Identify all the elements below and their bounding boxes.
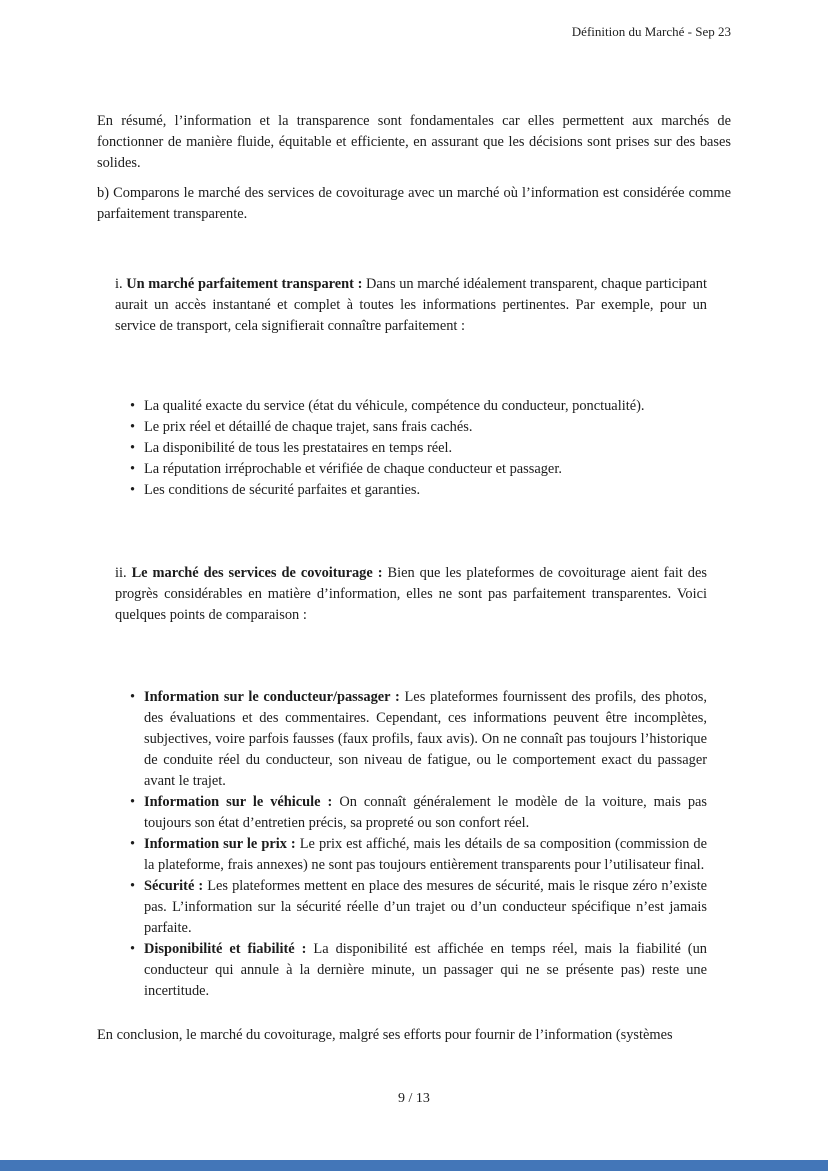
bullet-list-covoiturage (97, 687, 731, 1002)
list-item (144, 834, 707, 876)
list-item (144, 792, 707, 834)
section-heading-bold: Le marché des services de covoiturage : (131, 565, 383, 581)
list-item (144, 687, 707, 792)
section-numeral: ii. (115, 565, 132, 581)
document-content (97, 111, 731, 1046)
list-item (144, 876, 707, 939)
item-label-bold: Disponibilité et fiabilité : (144, 941, 307, 957)
paragraph-summary: En résumé, l’information et la transparence sont fondamentales car elles permettent aux marchés de fonctionner de manière fluide, équitable et efficiente, en assurant que les décisions sont prises sur des bases solides. (97, 113, 731, 171)
section-body-text: Bien que les plateformes de covoiturage aient fait des progrès considérables en matière d’information, elles ne sont pas parfaitement transparentes. Voici quelques points de comparaison : (115, 565, 707, 623)
list-item: • La disponibilité de tous les prestataires en temps réel. (144, 438, 731, 459)
section-heading-bold: Un marché parfaitement transparent : (126, 276, 363, 292)
bottom-accent-bar (0, 1160, 828, 1171)
list-item: • La qualité exacte du service (état du véhicule, compétence du conducteur, ponctualité). (144, 396, 731, 417)
item-text: Les plateformes fournissent des profils, des photos, des évaluations et des commentaires. Cependant, ces informations peuvent être incomplètes, subjectives, voire parfois fausses (faux profils, faux avis). On ne connaît pas toujours l’historique de conduite réel du conducteur, son niveau de fatigue, ou le comportement exact du passager avant le trajet. (144, 689, 707, 789)
section-numeral: i. (115, 276, 127, 292)
item-label-bold: Information sur le véhicule : (144, 794, 333, 810)
page-number: 9 / 13 (398, 1091, 430, 1106)
paragraph-conclusion: En conclusion, le marché du covoiturage, malgré ses efforts pour fournir de l’information (systèmes (97, 1027, 673, 1043)
item-label-bold: Sécurité : (144, 878, 204, 894)
page-header: Définition du Marché - Sep 23 (571, 24, 731, 39)
section-body-text: Dans un marché idéalement transparent, chaque participant aurait un accès instantané et complet à toutes les informations pertinentes. Par exemple, pour un service de transport, cela signifierait connaître parfaitement : (115, 276, 707, 334)
list-item: • Les conditions de sécurité parfaites et garanties. (144, 480, 731, 501)
list-item: • Le prix réel et détaillé de chaque trajet, sans frais cachés. (144, 417, 731, 438)
item-text: On connaît généralement le modèle de la voiture, mais pas toujours son état d’entretien précis, sa propreté ou son confort réel. (144, 794, 708, 831)
section-covoiturage-market (115, 563, 707, 626)
item-label-bold: Information sur le prix : (144, 836, 296, 852)
list-item: • La réputation irréprochable et vérifiée de chaque conducteur et passager. (144, 459, 731, 480)
item-text: Les plateformes mettent en place des mesures de sécurité, mais le risque zéro n’existe pas. L’information sur la sécurité réelle d’un trajet ou d’un conducteur spécifique n’est jamais parfaite. (144, 878, 707, 936)
paragraph-question-b: b) Comparons le marché des services de covoiturage avec un marché où l’information est considérée comme parfaitement transparente. (97, 185, 731, 222)
bullet-list-transparent (97, 396, 731, 501)
section-transparent-market (115, 274, 707, 337)
list-item (144, 939, 707, 1002)
item-text: Le prix est affiché, mais les détails de sa composition (commission de la plateforme, frais annexes) ne sont pas toujours entièrement transparents pour l’utilisateur final. (144, 836, 707, 873)
item-text: La disponibilité est affichée en temps réel, mais la fiabilité (un conducteur qui annule à la dernière minute, un passager qui ne se présente pas) reste une incertitude. (144, 941, 707, 999)
item-label-bold: Information sur le conducteur/passager : (144, 689, 400, 705)
